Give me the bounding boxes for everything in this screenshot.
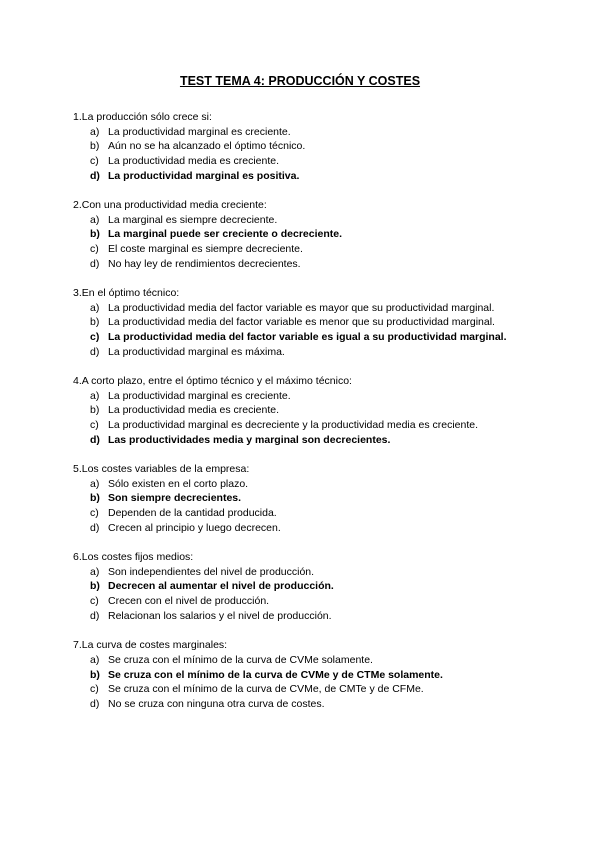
question-3 (73, 286, 533, 360)
answer-option (73, 315, 533, 330)
option-text: La productividad marginal es creciente. (108, 125, 291, 138)
answer-option (73, 594, 533, 609)
option-letter: d) (90, 609, 100, 622)
option-letter: b) (90, 492, 100, 505)
answer-option (73, 125, 533, 140)
question-4 (73, 374, 533, 448)
answer-option (73, 521, 533, 536)
question-1 (73, 110, 533, 184)
option-letter: c) (90, 595, 99, 608)
option-text: No se cruza con ninguna otra curva de costes. (108, 697, 325, 710)
option-letter: d) (90, 433, 100, 446)
answer-option-correct (73, 579, 533, 594)
option-letter: d) (90, 521, 100, 534)
question-5 (73, 462, 533, 536)
option-text: La marginal es siempre decreciente. (108, 213, 278, 226)
option-text: Crecen con el nivel de producción. (108, 595, 270, 608)
option-letter: c) (90, 419, 99, 432)
answer-option (73, 389, 533, 404)
question-text: 6.Los costes fijos medios: (73, 551, 194, 564)
option-text: La productividad media es creciente. (108, 404, 280, 417)
question-text: 4.A corto plazo, entre el óptimo técnico y el máximo técnico: (73, 375, 352, 388)
answer-option (73, 565, 533, 580)
question-6 (73, 550, 533, 624)
option-text: Las productividades media y marginal son decrecientes. (108, 433, 391, 446)
answer-option (73, 682, 533, 697)
option-text: Dependen de la cantidad producida. (108, 507, 277, 520)
option-letter: a) (90, 213, 100, 226)
option-text: La productividad media es creciente. (108, 155, 280, 168)
question-text: 5.Los costes variables de la empresa: (73, 463, 250, 476)
option-list (73, 389, 533, 448)
option-letter: a) (90, 389, 100, 402)
option-letter: b) (90, 404, 100, 417)
option-letter: a) (90, 125, 100, 138)
answer-option (73, 697, 533, 712)
option-text: Relacionan los salarios y el nivel de producción. (108, 609, 332, 622)
answer-option-correct (73, 668, 533, 683)
option-letter: d) (90, 169, 100, 182)
question-7 (73, 638, 533, 712)
answer-option-correct (73, 491, 533, 506)
option-text: Se cruza con el mínimo de la curva de CVMe solamente. (108, 653, 373, 666)
answer-option (73, 139, 533, 154)
option-text: Se cruza con el mínimo de la curva de CVMe, de CMTe y de CFMe. (108, 683, 424, 696)
answer-option-correct (73, 227, 533, 242)
option-letter: c) (90, 683, 99, 696)
question-text: 7.La curva de costes marginales: (73, 639, 228, 652)
option-list (73, 653, 533, 712)
question-text: 3.En el óptimo técnico: (73, 287, 180, 300)
option-letter: b) (90, 668, 100, 681)
option-letter: b) (90, 580, 100, 593)
page-title (0, 74, 600, 88)
answer-option (73, 609, 533, 624)
answer-option (73, 345, 533, 360)
option-text: La productividad marginal es máxima. (108, 345, 285, 358)
option-letter: d) (90, 697, 100, 710)
option-list (73, 125, 533, 184)
option-letter: d) (90, 257, 100, 270)
option-text: Son independientes del nivel de producción. (108, 565, 315, 578)
option-text: Sólo existen en el corto plazo. (108, 477, 249, 490)
answer-option-correct (73, 433, 533, 448)
option-letter: d) (90, 345, 100, 358)
option-text: La productividad media del factor variable es menor que su productividad marginal. (108, 316, 495, 329)
option-text: No hay ley de rendimientos decrecientes. (108, 257, 301, 270)
option-list (73, 213, 533, 272)
option-text: Se cruza con el mínimo de la curva de CVMe y de CTMe solamente. (108, 668, 443, 681)
option-text: Son siempre decrecientes. (108, 492, 242, 505)
option-text: La productividad media del factor variable es igual a su productividad marginal. (108, 331, 507, 344)
option-text: Decrecen al aumentar el nivel de producción. (108, 580, 334, 593)
question-list (73, 110, 533, 726)
question-text: 1.La producción sólo crece si: (73, 111, 212, 123)
answer-option (73, 213, 533, 228)
answer-option (73, 418, 533, 433)
option-letter: b) (90, 140, 100, 153)
answer-option (73, 257, 533, 272)
option-letter: a) (90, 565, 100, 578)
option-text: La marginal puede ser creciente o decreciente. (108, 228, 343, 241)
option-text: La productividad marginal es decreciente y la productividad media es creciente. (108, 419, 479, 432)
answer-option (73, 242, 533, 257)
answer-option (73, 506, 533, 521)
answer-option (73, 403, 533, 418)
option-text: Crecen al principio y luego decrecen. (108, 521, 281, 534)
option-text: El coste marginal es siempre decreciente. (108, 243, 303, 256)
question-2 (73, 198, 533, 272)
option-text: La productividad marginal es creciente. (108, 389, 291, 402)
question-text: 2.Con una productividad media creciente: (73, 199, 267, 212)
option-letter: a) (90, 477, 100, 490)
option-text: Aún no se ha alcanzado el óptimo técnico. (108, 140, 306, 153)
option-letter: c) (90, 243, 99, 256)
option-text: La productividad marginal es positiva. (108, 169, 300, 182)
answer-option (73, 154, 533, 169)
answer-option (73, 301, 533, 316)
option-letter: c) (90, 507, 99, 520)
option-letter: c) (90, 331, 100, 344)
answer-option (73, 653, 533, 668)
option-list (73, 477, 533, 536)
option-letter: b) (90, 228, 100, 241)
option-letter: a) (90, 653, 100, 666)
option-list (73, 301, 533, 360)
option-letter: c) (90, 155, 99, 168)
answer-option-correct (73, 169, 533, 184)
option-list (73, 565, 533, 624)
answer-option-correct (73, 330, 533, 345)
option-letter: a) (90, 301, 100, 314)
answer-option (73, 477, 533, 492)
option-text: La productividad media del factor variable es mayor que su productividad marginal. (108, 301, 495, 314)
page-title-text: TEST TEMA 4: PRODUCCIÓN Y COSTES (179, 74, 421, 88)
option-letter: b) (90, 316, 100, 329)
